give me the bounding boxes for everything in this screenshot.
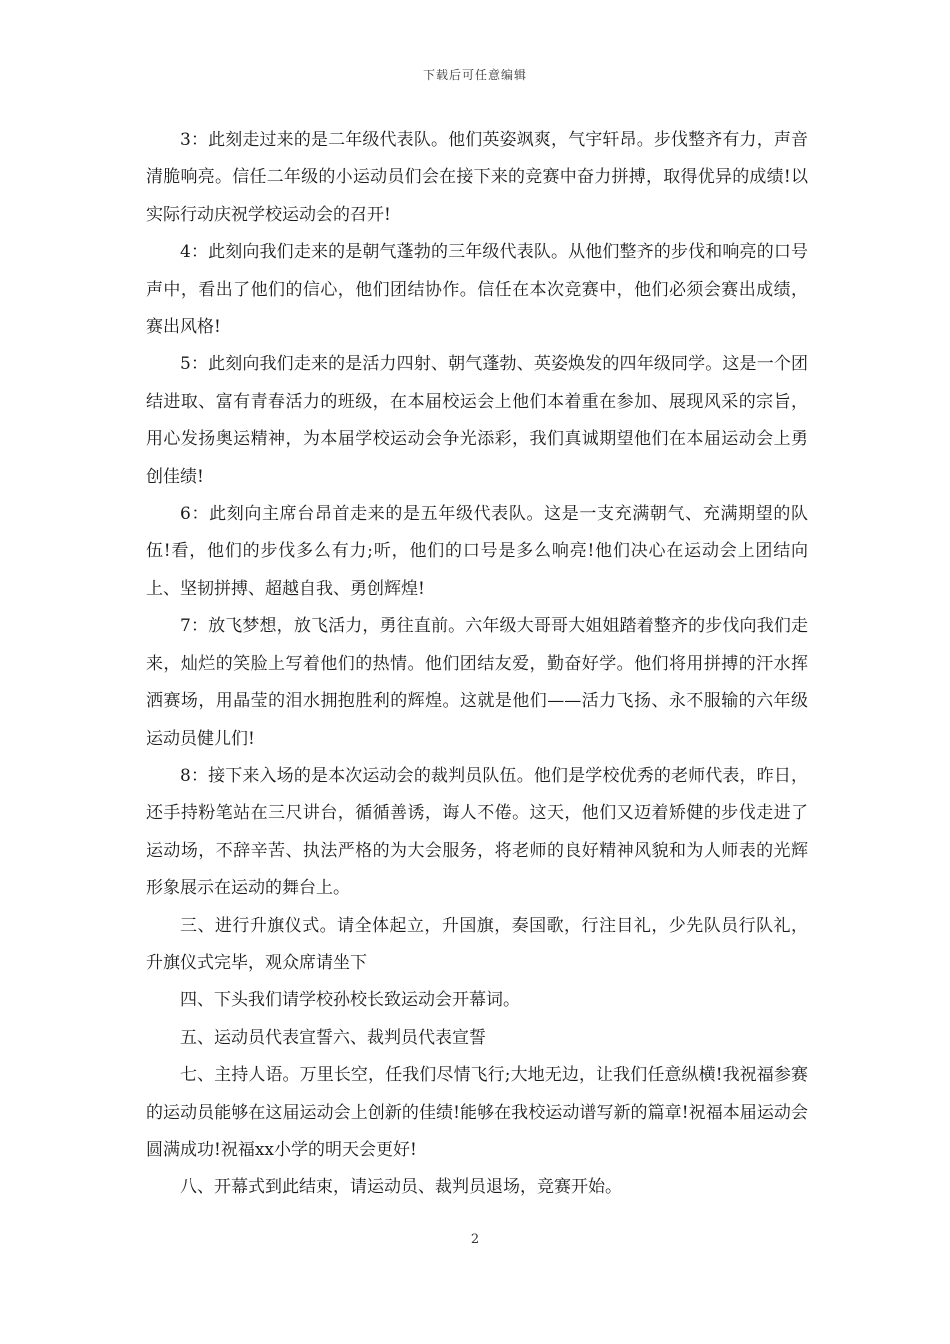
- paragraph: 7：放飞梦想，放飞活力，勇往直前。六年级大哥哥大姐姐踏着整齐的步伐向我们走来，灿烂的笑脸上写着他们的热情。他们团结友爱，勤奋好学。他们将用拼搏的汗水挥洒赛场，用晶莹的泪水拥抱胜利的辉煌。这就是他们——活力飞扬、永不服输的六年级运动员健儿们!: [146, 616, 808, 749]
- paragraph: 三、进行升旗仪式。请全体起立，升国旗，奏国歌，行注目礼，少先队员行队礼，升旗仪式完毕，观众席请坐下: [146, 915, 808, 973]
- page-number: 2: [470, 1232, 480, 1247]
- paragraph: 4：此刻向我们走来的是朝气蓬勃的三年级代表队。从他们整齐的步伐和响亮的口号声中，看出了他们的信心，他们团结协作。信任在本次竞赛中，他们必须会赛出成绩，赛出风格!: [146, 242, 808, 338]
- paragraph: 八、开幕式到此结束，请运动员、裁判员退场，竞赛开始。: [180, 1177, 622, 1198]
- document-body: [146, 122, 808, 1207]
- paragraph: 四、下头我们请学校孙校长致运动会开幕词。: [180, 990, 520, 1011]
- paragraph: 6：此刻向主席台昂首走来的是五年级代表队。这是一支充满朝气、充满期望的队伍!看，他们的步伐多么有力;听，他们的口号是多么响亮!他们决心在运动会上团结向上、坚韧拼搏、超越自我、勇创辉煌!: [146, 504, 808, 599]
- paragraph: 8：接下来入场的是本次运动会的裁判员队伍。他们是学校优秀的老师代表，昨日，还手持粉笔站在三尺讲台，循循善诱，诲人不倦。这天，他们又迈着矫健的步伐走进了运动场，不辞辛苦、执法严格的为大会服务，将老师的良好精神风貌和为人师表的光辉形象展示在运动的舞台上。: [146, 765, 808, 899]
- paragraph: 七、主持人语。万里长空，任我们尽情飞行;大地无边，让我们任意纵横!我祝福参赛的运动员能够在这届运动会上创新的佳绩!能够在我校运动谱写新的篇章!祝福本届运动会圆满成功!祝福xx小学的明天会更好!: [146, 1065, 808, 1160]
- paragraph: 五、运动员代表宣誓六、裁判员代表宣誓: [180, 1027, 486, 1048]
- paragraph: 3：此刻走过来的是二年级代表队。他们英姿飒爽，气宇轩昂。步伐整齐有力，声音清脆响亮。信任二年级的小运动员们会在接下来的竞赛中奋力拼搏，取得优异的成绩!以实际行动庆祝学校运动会的召开!: [146, 130, 808, 225]
- page-header: 下载后可任意编辑: [422, 68, 527, 82]
- paragraph: 5：此刻向我们走来的是活力四射、朝气蓬勃、英姿焕发的四年级同学。这是一个团结进取、富有青春活力的班级，在本届校运会上他们本着重在参加、展现风采的宗旨，用心发扬奥运精神，为本届学校运动会争光添彩，我们真诚期望他们在本届运动会上勇创佳绩!: [146, 354, 808, 487]
